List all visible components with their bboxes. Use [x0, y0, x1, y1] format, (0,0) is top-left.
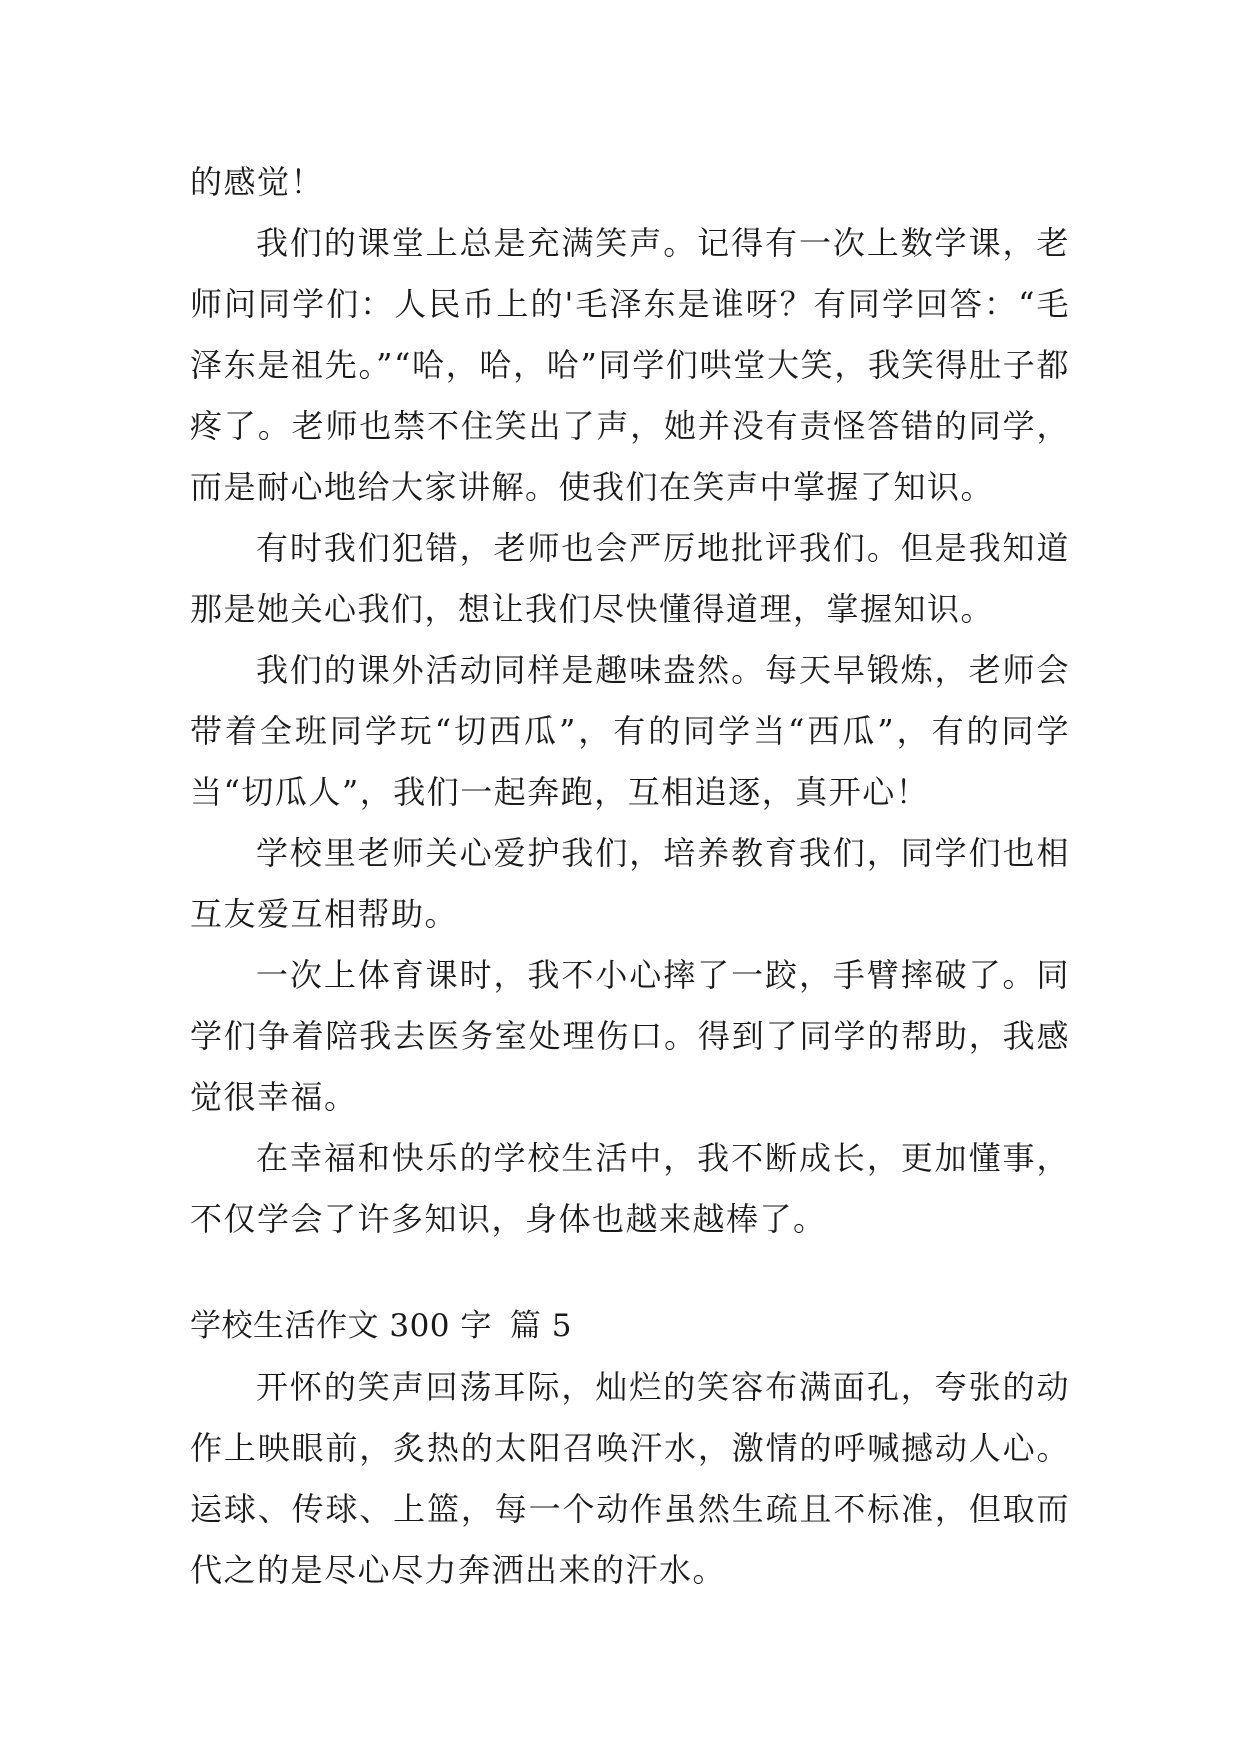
- section-heading-number: 篇 5: [509, 1308, 572, 1344]
- paragraph-pe-class: 一次上体育课时，我不小心摔了一跤，手臂摔破了。同学们争着陪我去医务室处理伤口。得到了同学的帮助，我感觉很幸福。: [190, 956, 1070, 1116]
- section-heading: [190, 1296, 1070, 1357]
- paragraph-classroom-laughter: 我们的课堂上总是充满笑声。记得有一次上数学课，老师问同学们：人民币上的'毛泽东是谁呀？有同学回答：“毛泽东是祖先。”“哈，哈，哈”同学们哄堂大笑，我笑得肚子都疼了。老师也禁不住笑出了声，她并没有责怪答错的同学，而是耐心地给大家讲解。使我们在笑声中掌握了知识。: [190, 224, 1070, 506]
- paragraph-care-and-help: 学校里老师关心爱护我们，培养教育我们，同学们也相互友爱互相帮助。: [190, 834, 1070, 933]
- paragraph-growing-up: 在幸福和快乐的学校生活中，我不断成长，更加懂事，不仅学会了许多知识，身体也越来越棒了。: [190, 1139, 1070, 1238]
- paragraph-outdoor-activities: 我们的课外活动同样是趣味盎然。每天早锻炼，老师会带着全班同学玩“切西瓜”，有的同学当“西瓜”，有的同学当“切瓜人”，我们一起奔跑，互相追逐，真开心！: [190, 651, 1070, 811]
- paragraph-continuation: 的感觉！: [190, 163, 325, 201]
- paragraph-basketball: 开怀的笑声回荡耳际，灿烂的笑容布满面孔，夸张的动作上映眼前，炙热的太阳召唤汗水，激情的呼喊撼动人心。运球、传球、上篮，每一个动作虽然生疏且不标准，但取而代之的是尽心尽力奔洒出来的汗水。: [190, 1368, 1070, 1589]
- paragraph-teacher-criticism: 有时我们犯错，老师也会严厉地批评我们。但是我知道那是她关心我们，想让我们尽快懂得道理，掌握知识。: [190, 529, 1070, 628]
- section-heading-title: 学校生活作文 300 字: [190, 1308, 492, 1344]
- document-body: [190, 152, 1070, 1601]
